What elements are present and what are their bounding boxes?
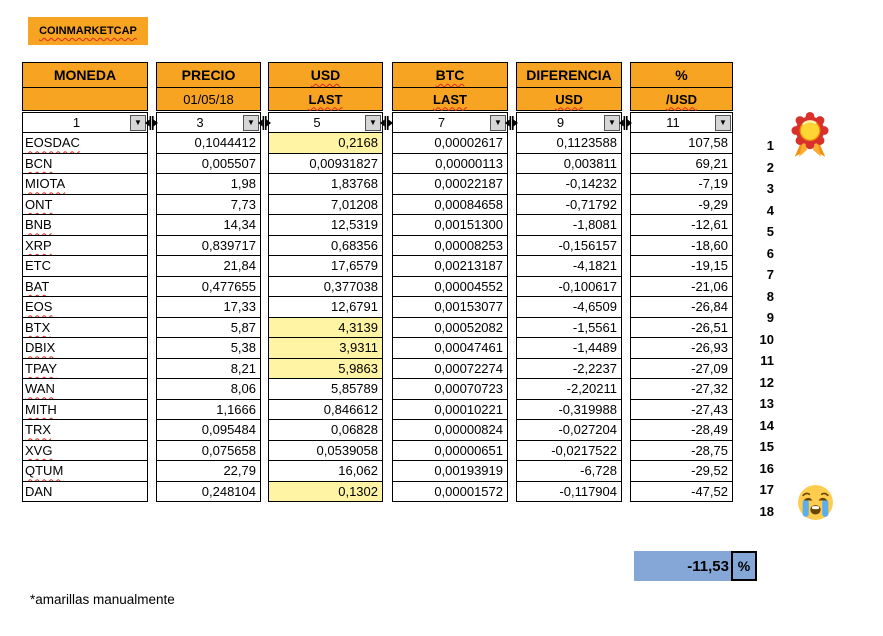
coin-name-cell[interactable] xyxy=(22,358,148,380)
filter-dropdown-arrow-icon[interactable]: ▼ xyxy=(715,115,731,131)
table-cell[interactable]: -0,319988 xyxy=(516,399,622,421)
rank-number: 1 xyxy=(766,138,774,154)
rank-number: 11 xyxy=(760,353,774,369)
column-header-moneda[interactable] xyxy=(22,62,148,111)
autofilter-cell-moneda xyxy=(22,112,148,133)
table-cell[interactable]: 0,839717 xyxy=(156,235,261,257)
coin-name-cell[interactable] xyxy=(22,194,148,216)
table-cell[interactable]: -6,728 xyxy=(516,460,622,482)
table-cell[interactable]: 8,21 xyxy=(156,358,261,380)
table-cell[interactable]: 69,21 xyxy=(630,153,733,175)
hidden-columns-indicator[interactable] xyxy=(619,115,632,131)
table-cell[interactable]: 7,73 xyxy=(156,194,261,216)
coin-name-cell[interactable]: ETC xyxy=(22,255,148,277)
header-line1: DIFERENCIA xyxy=(517,63,621,88)
table-cell[interactable]: 0,00022187 xyxy=(392,173,508,195)
autofilter-cell-usd-last xyxy=(268,112,383,133)
rank-number-column xyxy=(744,135,774,522)
coin-name: QTUM xyxy=(25,463,64,479)
column-number: 11 xyxy=(666,115,680,130)
coin-name: MIOTA xyxy=(25,176,66,192)
table-cell[interactable]: 0,00047461 xyxy=(392,337,508,359)
table-cell[interactable]: -29,52 xyxy=(630,460,733,482)
table-cell[interactable]: 0,477655 xyxy=(156,276,261,298)
coin-name: XVG xyxy=(25,442,53,458)
coin-name: BNB xyxy=(25,217,52,233)
header-line2 xyxy=(23,88,147,110)
column-header-diferencia-usd[interactable] xyxy=(516,62,622,111)
header-line2: LAST xyxy=(433,91,467,107)
table-cell[interactable]: -0,0217522 xyxy=(516,440,622,462)
table-cell[interactable]: 0,06828 xyxy=(268,419,383,441)
table-cell[interactable]: 0,2168 xyxy=(268,132,383,154)
table-cell[interactable]: 0,846612 xyxy=(268,399,383,421)
header-line1: % xyxy=(631,63,732,88)
table-cell[interactable]: -12,61 xyxy=(630,214,733,236)
rank-number: 18 xyxy=(759,503,774,519)
column-number: 7 xyxy=(437,115,446,130)
table-cell[interactable]: 0,00000651 xyxy=(392,440,508,462)
filter-dropdown-arrow-icon[interactable]: ▼ xyxy=(604,115,620,131)
table-cell[interactable]: -0,117904 xyxy=(516,481,622,503)
table-cell[interactable]: 0,075658 xyxy=(156,440,261,462)
table-cell[interactable]: -0,100617 xyxy=(516,276,622,298)
coinmarketcap-label[interactable]: COINMARKETCAP xyxy=(28,17,148,45)
column-usd-last xyxy=(268,62,383,502)
coin-name: TRX xyxy=(25,422,51,438)
table-cell[interactable]: 0,003811 xyxy=(516,153,622,175)
column-diferencia-usd xyxy=(516,62,622,502)
table-cell[interactable]: 0,00931827 xyxy=(268,153,383,175)
table-cell[interactable]: -4,1821 xyxy=(516,255,622,277)
table-cell[interactable]: -27,09 xyxy=(630,358,733,380)
coin-name-cell[interactable] xyxy=(22,132,148,154)
table-cell[interactable]: 0,00193919 xyxy=(392,460,508,482)
table-cell[interactable]: 0,68356 xyxy=(268,235,383,257)
table-cell[interactable]: -47,52 xyxy=(630,481,733,503)
table-cell[interactable]: -2,20211 xyxy=(516,378,622,400)
coin-name: MITH xyxy=(25,401,57,417)
coin-name-cell[interactable] xyxy=(22,419,148,441)
table-cell[interactable]: -1,8081 xyxy=(516,214,622,236)
rank-number: 13 xyxy=(759,396,774,412)
rank-number: 16 xyxy=(759,460,774,476)
autofilter-cell-pct-usd xyxy=(630,112,733,133)
table-cell[interactable]: -2,2237 xyxy=(516,358,622,380)
column-number: 3 xyxy=(196,115,204,130)
table-cell[interactable]: -27,43 xyxy=(630,399,733,421)
column-header-pct-usd[interactable] xyxy=(630,62,733,111)
rank-number: 4 xyxy=(766,202,774,218)
table-cell[interactable]: 16,062 xyxy=(268,460,383,482)
crying-face-icon xyxy=(797,484,834,521)
coin-name-cell[interactable] xyxy=(22,378,148,400)
table-cell[interactable]: 17,6579 xyxy=(268,255,383,277)
table-cell[interactable]: -21,06 xyxy=(630,276,733,298)
table-cell[interactable]: -18,60 xyxy=(630,235,733,257)
table-cell[interactable]: 107,58 xyxy=(630,132,733,154)
coin-name-cell[interactable] xyxy=(22,460,148,482)
table-cell[interactable]: 12,6791 xyxy=(268,296,383,318)
table-cell[interactable]: 3,9311 xyxy=(268,337,383,359)
table-cell[interactable]: 0,1044412 xyxy=(156,132,261,154)
table-cell[interactable]: 1,83768 xyxy=(268,173,383,195)
coin-name-cell[interactable] xyxy=(22,235,148,257)
table-cell[interactable]: 0,00213187 xyxy=(392,255,508,277)
hidden-columns-indicator[interactable] xyxy=(145,115,158,131)
header-line2: LAST xyxy=(308,91,343,107)
table-cell[interactable]: 0,00052082 xyxy=(392,317,508,339)
rank-number: 3 xyxy=(766,181,774,197)
coin-name-cell[interactable] xyxy=(22,337,148,359)
table-cell[interactable]: 4,3139 xyxy=(268,317,383,339)
table-cell[interactable]: -7,19 xyxy=(630,173,733,195)
table-cell[interactable]: 5,85789 xyxy=(268,378,383,400)
rank-number: 10 xyxy=(759,331,774,347)
table-cell[interactable]: 8,06 xyxy=(156,378,261,400)
autofilter-cell-diferencia-usd xyxy=(516,112,622,133)
column-precio xyxy=(156,62,261,502)
rank-number: 5 xyxy=(766,224,774,240)
crypto-table xyxy=(22,62,733,502)
coin-name-cell[interactable] xyxy=(22,214,148,236)
coin-name: WAN xyxy=(25,381,55,397)
table-cell[interactable]: 0,248104 xyxy=(156,481,261,503)
coin-name: DBIX xyxy=(25,340,56,356)
coin-name: XRP xyxy=(25,237,52,253)
table-cell[interactable]: 0,00004552 xyxy=(392,276,508,298)
table-cell[interactable]: 0,00001572 xyxy=(392,481,508,503)
header-line1: MONEDA xyxy=(23,63,147,88)
filter-dropdown-arrow-icon[interactable]: ▼ xyxy=(130,115,146,131)
table-cell[interactable]: 0,00072274 xyxy=(392,358,508,380)
table-cell[interactable]: 5,87 xyxy=(156,317,261,339)
filter-dropdown-arrow-icon[interactable]: ▼ xyxy=(490,115,506,131)
table-cell[interactable]: 22,79 xyxy=(156,460,261,482)
coin-name: EOSDAC xyxy=(25,135,80,151)
header-line2: 01/05/18 xyxy=(183,91,234,107)
table-cell[interactable]: 1,1666 xyxy=(156,399,261,421)
table-cell[interactable]: 14,34 xyxy=(156,214,261,236)
summary-value: -11,53 xyxy=(687,557,729,575)
rank-number: 6 xyxy=(766,245,774,261)
column-number: 5 xyxy=(313,115,321,130)
filter-dropdown-arrow-icon[interactable]: ▼ xyxy=(243,115,259,131)
table-cell[interactable]: -28,75 xyxy=(630,440,733,462)
column-btc-last xyxy=(392,62,508,502)
coin-name: BCN xyxy=(25,155,53,171)
table-cell[interactable]: -9,29 xyxy=(630,194,733,216)
coin-name: TPAY xyxy=(25,360,58,376)
table-cell[interactable]: -0,14232 xyxy=(516,173,622,195)
coin-name: EOS xyxy=(25,299,53,315)
filter-dropdown-arrow-icon[interactable]: ▼ xyxy=(365,115,381,131)
header-line1: PRECIO xyxy=(157,63,260,88)
coin-name-cell[interactable] xyxy=(22,296,148,318)
column-number: 1 xyxy=(72,115,81,130)
column-pct-usd xyxy=(630,62,733,502)
rank-number: 17 xyxy=(759,482,774,498)
table-cell[interactable]: 21,84 xyxy=(156,255,261,277)
table-cell[interactable]: -0,027204 xyxy=(516,419,622,441)
table-cell[interactable]: -26,93 xyxy=(630,337,733,359)
autofilter-cell-btc-last xyxy=(392,112,508,133)
table-cell[interactable]: -0,156157 xyxy=(516,235,622,257)
table-cell[interactable]: 0,095484 xyxy=(156,419,261,441)
coin-name-cell[interactable]: DAN xyxy=(22,481,148,503)
table-cell[interactable]: 0,00151300 xyxy=(392,214,508,236)
rank-number: 15 xyxy=(759,439,774,455)
table-cell[interactable]: 1,98 xyxy=(156,173,261,195)
header-line2: USD xyxy=(555,91,583,107)
table-cell[interactable]: -19,15 xyxy=(630,255,733,277)
table-cell[interactable]: -27,32 xyxy=(630,378,733,400)
hidden-columns-indicator[interactable] xyxy=(505,115,518,131)
table-cell[interactable]: 0,00000113 xyxy=(392,153,508,175)
table-cell[interactable]: 5,9863 xyxy=(268,358,383,380)
header-line2: /USD xyxy=(665,91,698,107)
column-moneda xyxy=(22,62,148,502)
table-cell[interactable]: 0,00000824 xyxy=(392,419,508,441)
coin-name: BTX xyxy=(25,319,51,335)
coin-name-cell[interactable] xyxy=(22,399,148,421)
table-cell[interactable]: 5,38 xyxy=(156,337,261,359)
coin-name: ONT xyxy=(25,196,53,212)
hidden-columns-indicator[interactable] xyxy=(258,115,271,131)
coin-name-cell[interactable] xyxy=(22,317,148,339)
table-cell[interactable]: 17,33 xyxy=(156,296,261,318)
rank-number: 2 xyxy=(766,159,774,175)
rank-number: 8 xyxy=(766,288,774,304)
table-cell[interactable]: -4,6509 xyxy=(516,296,622,318)
table-cell[interactable]: 0,00084658 xyxy=(392,194,508,216)
autofilter-cell-precio xyxy=(156,112,261,133)
medal-icon xyxy=(788,112,832,160)
column-header-btc-last[interactable] xyxy=(392,62,508,111)
table-cell[interactable]: 0,00070723 xyxy=(392,378,508,400)
column-header-usd-last[interactable] xyxy=(268,62,383,111)
table-cell[interactable]: 0,00002617 xyxy=(392,132,508,154)
table-cell[interactable]: -1,4489 xyxy=(516,337,622,359)
header-line1: BTC xyxy=(393,63,507,88)
table-cell[interactable]: 0,00153077 xyxy=(392,296,508,318)
coin-name: BAT xyxy=(25,278,50,294)
table-cell[interactable]: -26,84 xyxy=(630,296,733,318)
rank-number: 14 xyxy=(759,417,774,433)
rank-number: 12 xyxy=(759,374,774,390)
summary-percent: % xyxy=(731,551,757,581)
footnote: *amarillas manualmente xyxy=(30,592,175,607)
column-number: 9 xyxy=(556,115,565,130)
table-cell[interactable]: -0,71792 xyxy=(516,194,622,216)
table-cell[interactable]: 0,00008253 xyxy=(392,235,508,257)
coin-name-cell[interactable] xyxy=(22,173,148,195)
table-cell[interactable]: -26,51 xyxy=(630,317,733,339)
table-cell[interactable]: -28,49 xyxy=(630,419,733,441)
column-header-precio[interactable] xyxy=(156,62,261,111)
table-cell[interactable]: 0,377038 xyxy=(268,276,383,298)
table-cell[interactable]: -1,5561 xyxy=(516,317,622,339)
coin-name-cell[interactable] xyxy=(22,276,148,298)
table-cell[interactable]: 0,005507 xyxy=(156,153,261,175)
table-cell[interactable]: 0,00010221 xyxy=(392,399,508,421)
coin-name-cell[interactable] xyxy=(22,153,148,175)
coin-name-cell[interactable] xyxy=(22,440,148,462)
table-cell[interactable]: 7,01208 xyxy=(268,194,383,216)
table-cell[interactable]: 0,1123588 xyxy=(516,132,622,154)
rank-number: 9 xyxy=(766,310,774,326)
rank-number: 7 xyxy=(766,267,774,283)
table-cell[interactable]: 12,5319 xyxy=(268,214,383,236)
header-line1: USD xyxy=(269,63,382,88)
table-cell[interactable]: 0,0539058 xyxy=(268,440,383,462)
table-cell[interactable]: 0,1302 xyxy=(268,481,383,503)
hidden-columns-indicator[interactable] xyxy=(380,115,393,131)
summary-cell[interactable] xyxy=(634,551,757,581)
